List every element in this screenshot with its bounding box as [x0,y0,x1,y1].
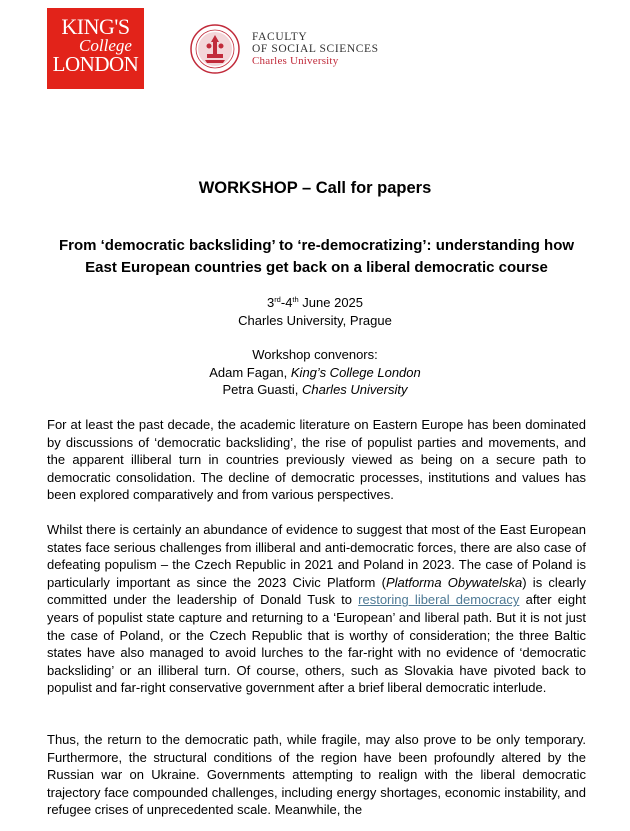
workshop-venue: Charles University, Prague [238,312,392,328]
convenor-row [0,381,630,399]
convenor-affiliation: King’s College London [290,364,421,380]
page-title: WORKSHOP – Call for papers [198,179,432,197]
kings-college-london-logo [47,8,144,89]
date-day1: 3 [266,295,275,310]
charles-university-seal-icon [190,24,240,74]
logo-text-kings: KING'S [61,14,130,39]
convenors-block [0,346,630,399]
convenor-name: Petra Guasti, [222,382,302,397]
paragraph-text: Whilst there is certainly an abundance of evidence to suggest that most of the East European states face serious challenges from illiberal and anti-democratic forces, there are also case of defeating populism – the Czech Republic in 2021 and Poland in 2023. The case of Poland is particularly important as since the 2023 Civic Platform ( [47,522,586,590]
date-sup2: th [292,295,299,304]
body-paragraph-2 [47,521,586,697]
logo-text-london: LONDON [52,52,139,76]
party-name: Platforma Obywatelska [385,574,523,590]
restoring-liberal-democracy-link[interactable]: restoring liberal democracy [358,592,520,608]
convenor-row [0,364,630,382]
workshop-dates [0,294,630,312]
body-paragraph-3: Thus, the return to the democratic path, while fragile, may also prove to be only temporary. Furthermore, the structural conditions of the region have been profoundly altered by the Russian war on Ukraine. Governments attempting to realign with the liberal democratic trajectory face compounded challenges, including energy shortages, economic instability, and refugee crises of unprecedented scale. Meanwhile, the [47,732,586,818]
workshop-subtitle: From ‘democratic backsliding’ to ‘re-democratizing’: understanding how East European countries get back on a liberal democratic course [58,237,575,276]
convenor-name: Adam Fagan, [209,364,291,380]
convenors-label: Workshop convenors: [252,347,378,362]
logo-text-college: College [79,36,132,55]
faculty-line-1: FACULTY [252,31,308,43]
paragraph-text: ) is clearly committed under the leadership of Donald Tusk to [47,574,586,608]
date-day2: -4 [280,295,293,310]
date-sup1: rd [274,295,281,304]
faculty-line-2: OF SOCIAL SCIENCES [252,43,379,55]
date-month-year: June 2025 [298,295,364,310]
body-paragraph-1: For at least the past decade, the academic literature on Eastern Europe has been dominated by discussions of ‘democratic backsliding’, the rise of populist parties and movements, and the apparent illiberal turn in countries previously viewed as being on a secure path to democratic consolidation. The decline of democratic processes, institutions and values has been explored comparatively and from various perspectives. [47,417,586,503]
faculty-university-name: Charles University [252,55,339,67]
faculty-of-social-sciences-logo [252,31,379,68]
convenor-affiliation: Charles University [302,382,408,397]
paragraph-text: after eight years of populist state capture and returning to a ‘European’ and liberal path. But it is not just the case of Poland, or the Czech Republic that is worthy of consideration; the three Baltic states have also managed to avoid lurches to the far-right with no evidence of ‘democratic backsliding’ or an illiberal turn. Of course, others, such as Slovakia have pivoted back to populist and far-right conservative government after a brief liberal democratic interlude. [47,592,586,696]
workshop-meta [0,294,630,329]
